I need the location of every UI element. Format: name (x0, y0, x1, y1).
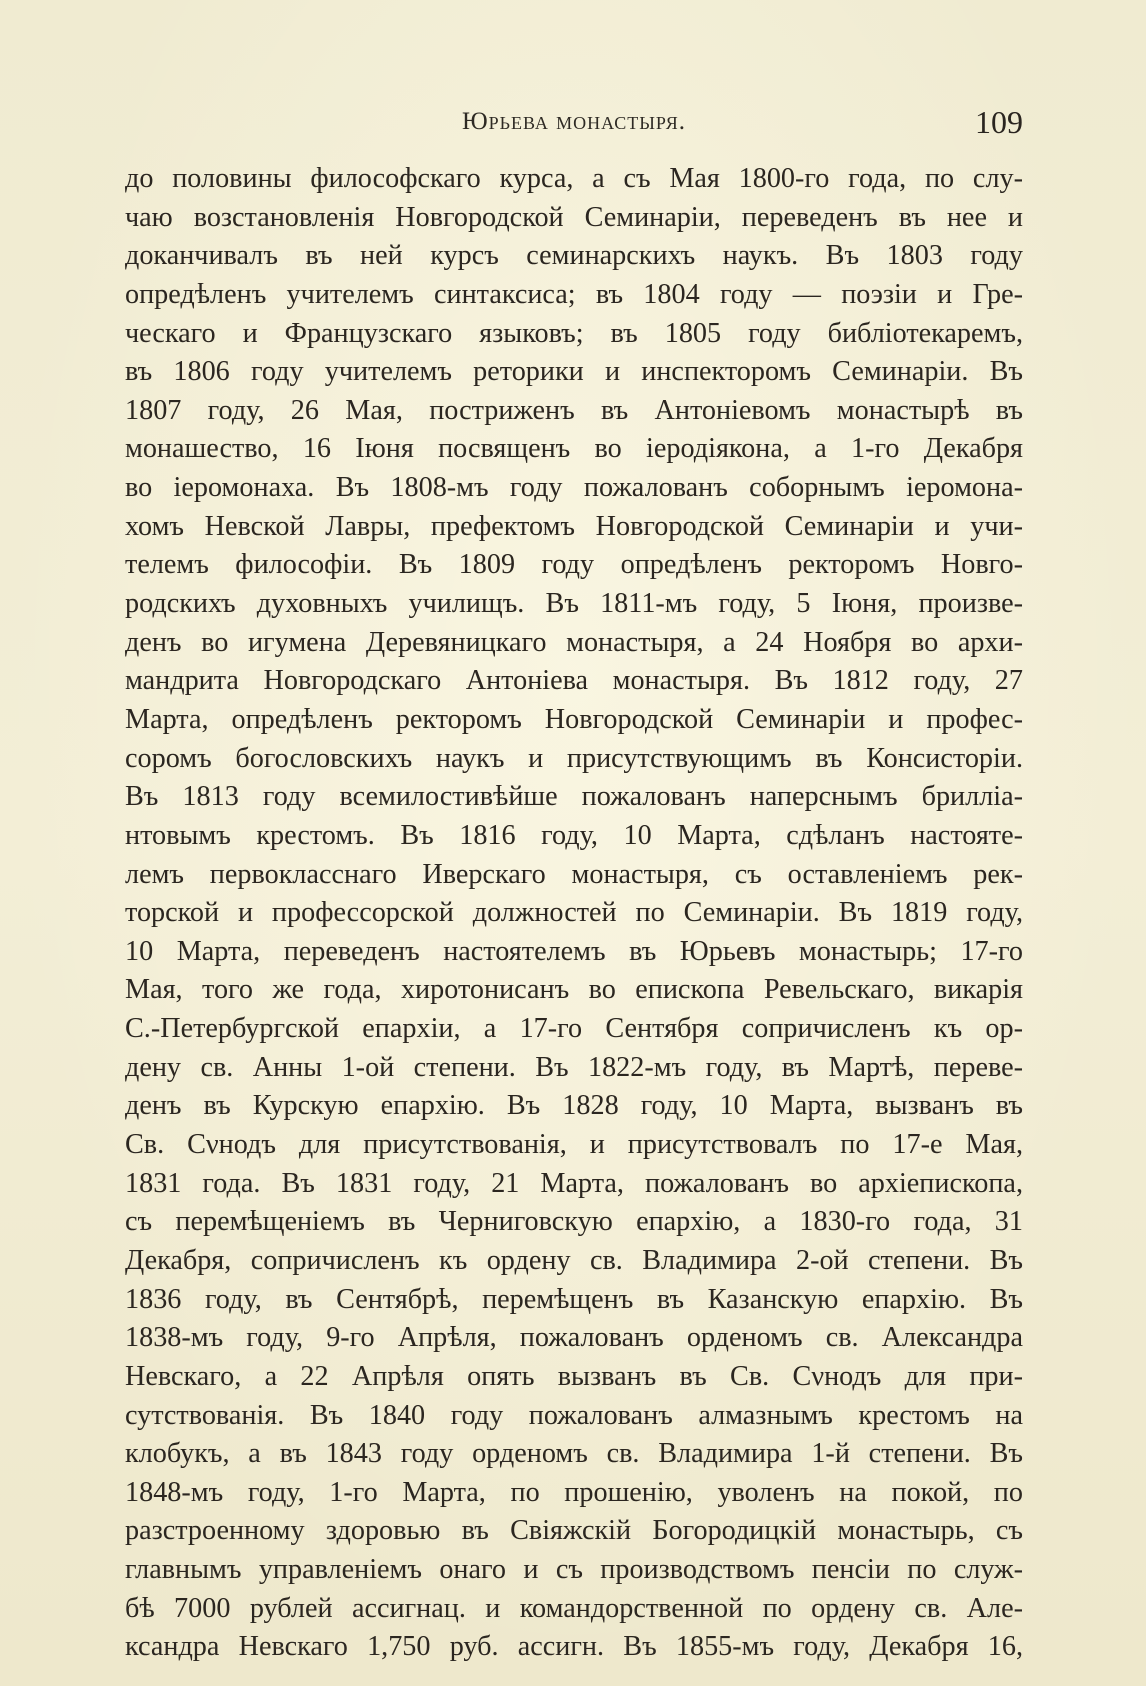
text-line: соромъ богословскихъ наукъ и присутствующимъ въ Консисторіи. (125, 742, 1023, 774)
text-line: Св. Сνнодъ для присутствованія, и присутствовалъ по 17-е Мая, (125, 1129, 1023, 1161)
text-line: Въ 1813 году всемилостивѣйше пожалованъ наперснымъ брилліа- (125, 781, 1023, 813)
text-line: лемъ первокласснаго Иверскаго монастыря, съ оставленіемъ рек- (125, 858, 1023, 890)
page-number: 109 (975, 104, 1023, 140)
body-text (125, 160, 1023, 1667)
text-line: телемъ философіи. Въ 1809 году опредѣленъ ректоромъ Новго- (125, 549, 1023, 581)
text-line: дену св. Анны 1-ой степени. Въ 1822-мъ году, въ Мартѣ, переве- (125, 1051, 1023, 1083)
text-line: доканчивалъ въ ней курсъ семинарскихъ наукъ. Въ 1803 году (125, 240, 1023, 272)
text-line: Мая, того же года, хиротонисанъ во епископа Ревельскаго, викарія (125, 974, 1023, 1006)
text-line: въ 1806 году учителемъ реторики и инспекторомъ Семинаріи. Въ (125, 356, 1023, 388)
text-line: клобукъ, а въ 1843 году орденомъ св. Владимира 1-й степени. Въ (125, 1438, 1023, 1470)
running-head: Юрьева монастыря. (461, 108, 687, 135)
text-line: чаю возстановленія Новгородской Семинаріи, переведенъ въ нее и (125, 201, 1023, 233)
text-line: Невскаго, а 22 Апрѣля опять вызванъ въ Св. Сνнодъ для при- (125, 1360, 1023, 1392)
text-line: денъ во игумена Деревяницкаго монастыря, а 24 Ноября во архи- (125, 626, 1023, 658)
text-line: Марта, опредѣленъ ректоромъ Новгородской Семинаріи и профес- (125, 703, 1023, 735)
text-line: 1807 году, 26 Мая, постриженъ въ Антоніевомъ монастырѣ въ (125, 394, 1023, 426)
text-line: опредѣленъ учителемъ синтаксиса; въ 1804 году — поэзіи и Гре- (125, 278, 1023, 310)
text-line: мандрита Новгородскаго Антоніева монастыря. Въ 1812 году, 27 (125, 665, 1023, 697)
text-line: хомъ Невской Лавры, префектомъ Новгородской Семинаріи и учи- (125, 510, 1023, 542)
text-line: торской и профессорской должностей по Семинаріи. Въ 1819 году, (125, 897, 1023, 929)
text-line: С.-Петербургской епархіи, а 17-го Сентября сопричисленъ къ ор- (125, 1013, 1023, 1045)
text-line: Декабря, сопричисленъ къ ордену св. Владимира 2-ой степени. Въ (125, 1244, 1023, 1276)
text-line: монашество, 16 Іюня посвященъ во іеродіякона, а 1-го Декабря (125, 433, 1023, 465)
page-header (125, 104, 1023, 148)
text-line: 1831 года. Въ 1831 году, 21 Марта, пожалованъ во архіепископа, (125, 1167, 1023, 1199)
text-line: 1848-мъ году, 1-го Марта, по прошенію, уволенъ на покой, по (125, 1476, 1023, 1508)
text-line: во іеромонаха. Въ 1808-мъ году пожалованъ соборнымъ іеромона- (125, 472, 1023, 504)
text-line: бѣ 7000 рублей ассигнац. и командорственной по ордену св. Але- (125, 1592, 1023, 1624)
text-line: 10 Марта, переведенъ настоятелемъ въ Юрьевъ монастырь; 17-го (125, 935, 1023, 967)
text-line: 1836 году, въ Сентябрѣ, перемѣщенъ въ Казанскую епархію. Въ (125, 1283, 1023, 1315)
text-line: разстроенному здоровью въ Свіяжскій Богородицкій монастырь, съ (125, 1515, 1023, 1547)
text-line: родскихъ духовныхъ училищъ. Въ 1811-мъ году, 5 Іюня, произве- (125, 588, 1023, 620)
text-line: съ перемѣщеніемъ въ Черниговскую епархію, а 1830-го года, 31 (125, 1206, 1023, 1238)
text-line: денъ въ Курскую епархію. Въ 1828 году, 10 Марта, вызванъ въ (125, 1090, 1023, 1122)
text-line: нтовымъ крестомъ. Въ 1816 году, 10 Марта, сдѣланъ настояте- (125, 819, 1023, 851)
text-line: главнымъ управленіемъ онаго и съ производствомъ пенсіи по служ- (125, 1554, 1023, 1586)
text-line: до половины философскаго курса, а съ Мая 1800-го года, по слу- (125, 163, 1023, 194)
text-line: 1838-мъ году, 9-го Апрѣля, пожалованъ орденомъ св. Александра (125, 1322, 1023, 1354)
text-line: сутствованія. Въ 1840 году пожалованъ алмазнымъ крестомъ на (125, 1399, 1023, 1431)
text-line: ксандра Невскаго 1,750 руб. ассигн. Въ 1855-мъ году, Декабря 16, (125, 1631, 1023, 1663)
text-line: ческаго и Французскаго языковъ; въ 1805 году библіотекаремъ, (125, 317, 1023, 349)
